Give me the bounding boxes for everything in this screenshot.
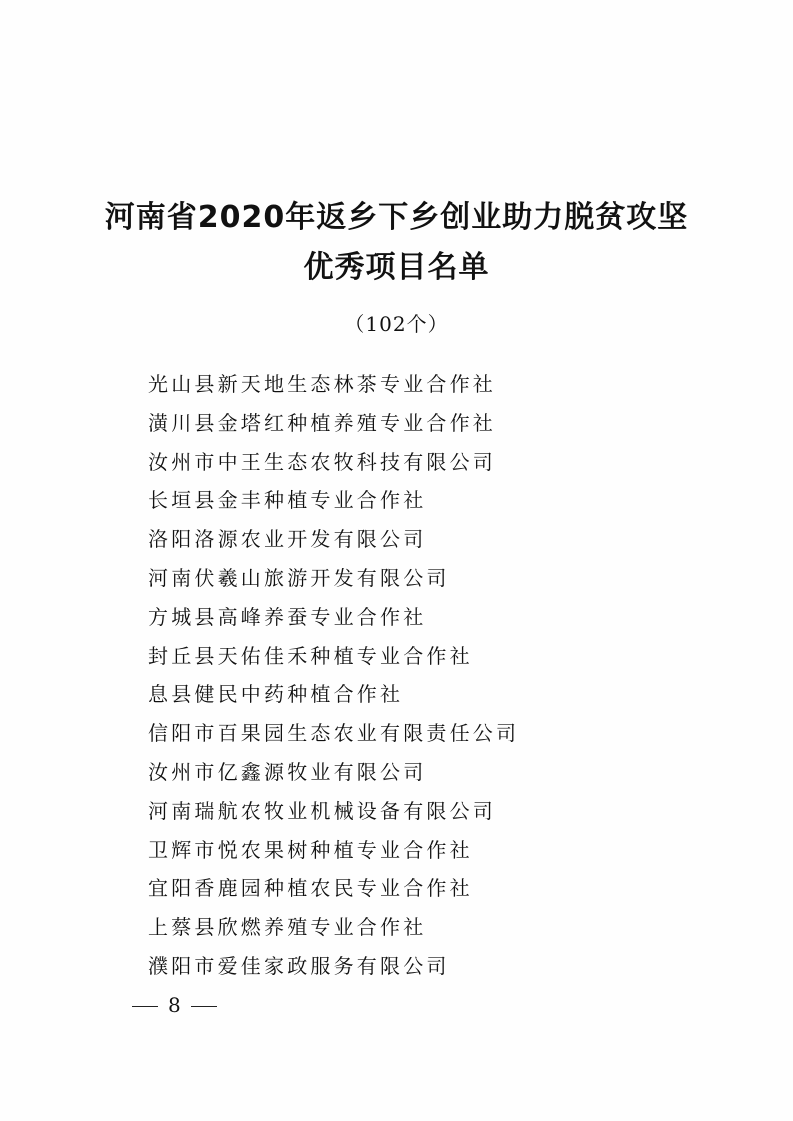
page-number: 8 [168,993,181,1017]
list-item: 宜阳香鹿园种植农民专业合作社 [148,876,473,901]
list-item: 汝州市中王生态农牧科技有限公司 [148,449,496,474]
list-item: 光山县新天地生态林茶专业合作社 [148,372,496,396]
list-item: 河南伏羲山旅游开发有限公司 [148,565,450,590]
list-item: 上蔡县欣燃养殖专业合作社 [148,915,427,940]
list-item: 汝州市亿鑫源牧业有限公司 [148,759,427,784]
list-item: 息县健民中药种植合作社 [148,682,404,707]
list-item: 洛阳洛源农业开发有限公司 [148,527,427,552]
list-item: 濮阳市爱佳家政服务有限公司 [148,953,450,978]
footer-dash-right [191,1006,217,1008]
list-item: 封丘县天佑佳禾种植专业合作社 [148,643,473,668]
project-count: （102个） [344,312,449,336]
list-item: 方城县高峰养蚕专业合作社 [148,604,427,629]
list-item: 卫辉市悦农果树种植专业合作社 [148,837,473,862]
list-item: 潢川县金塔红种植养殖专业合作社 [148,410,496,435]
document-title-line-2: 优秀项目名单 [303,250,490,285]
footer-dash-left [132,1006,158,1008]
page-footer [122,991,227,1019]
document-title-line-1: 河南省2020年返乡下乡创业助力脱贫攻坚 [104,200,689,235]
project-list [148,365,519,986]
list-item: 河南瑞航农牧业机械设备有限公司 [148,798,496,823]
list-item: 信阳市百果园生态农业有限责任公司 [148,721,520,746]
list-item: 长垣县金丰种植专业合作社 [148,488,427,513]
